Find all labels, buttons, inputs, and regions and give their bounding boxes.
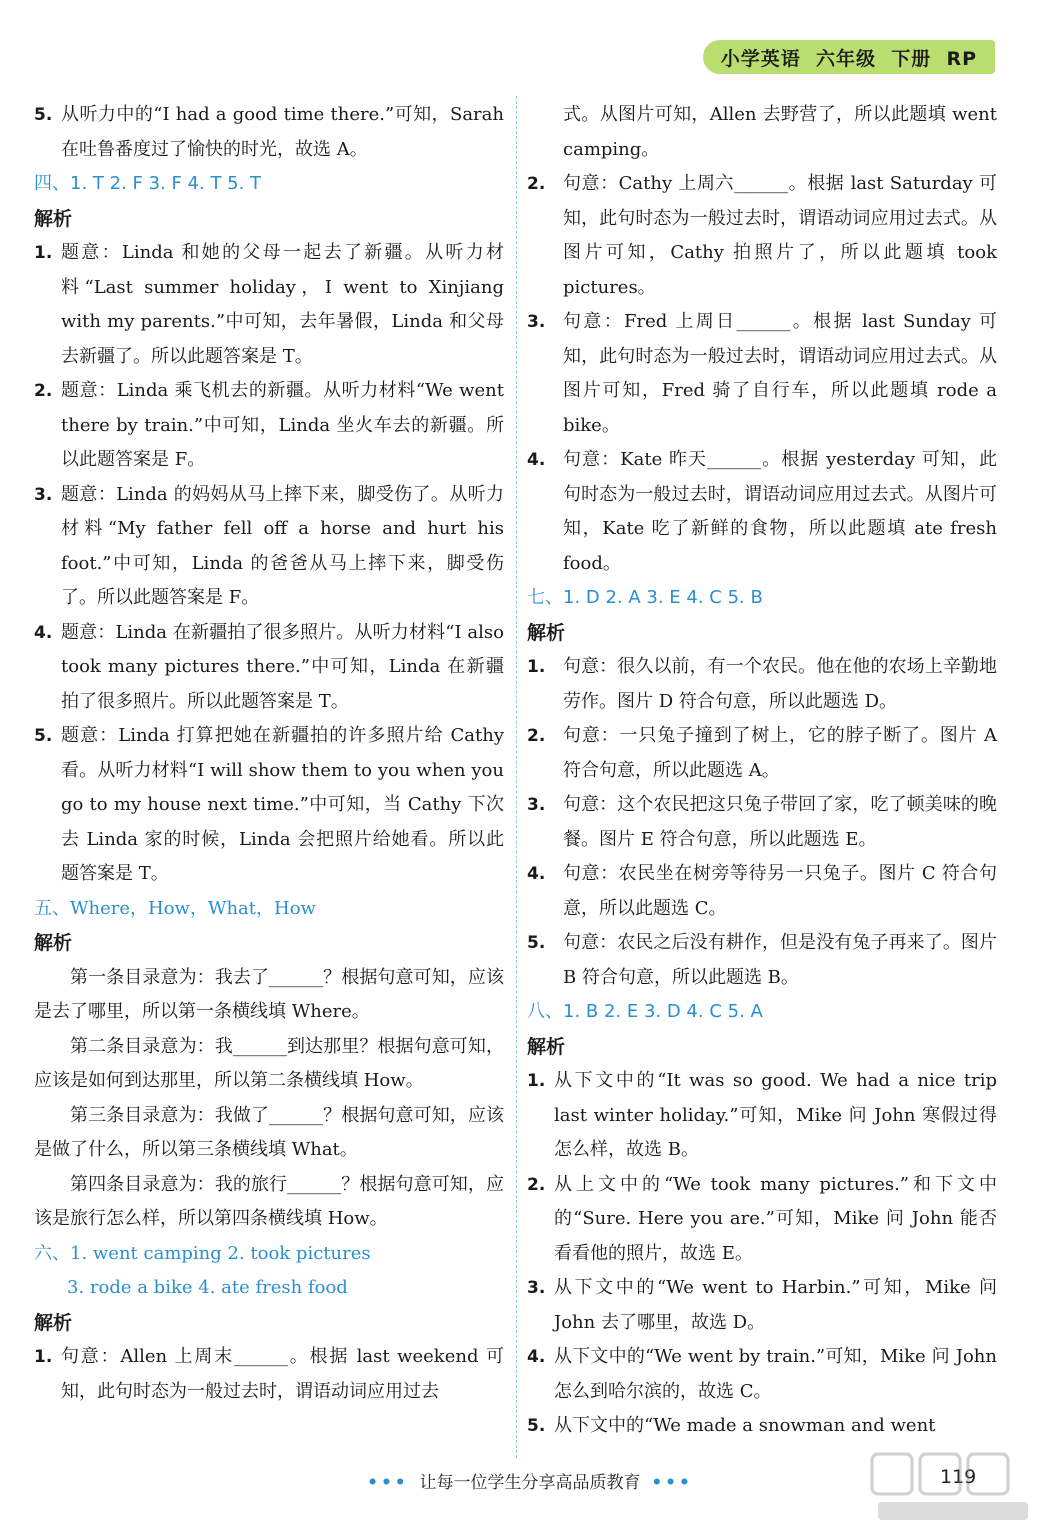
list-item [527, 788, 997, 857]
item-number: 5. [527, 933, 546, 953]
item-number: 1. [527, 657, 546, 677]
footer-dots-right: ••• [651, 1473, 693, 1493]
item-number: 5. [527, 1416, 546, 1436]
section-4-answers: 四、1. T 2. F 3. F 4. T 5. T [34, 173, 262, 194]
section-6-analysis-label: 解析 [34, 1311, 73, 1334]
section-6-answer-text: 1. went camping 2. took pictures [70, 1242, 371, 1264]
paragraph: 第一条目录意为：我去了______？根据句意可知，应该是去了哪里，所以第一条横线填 Where。 [34, 966, 504, 1022]
column-divider [516, 96, 517, 1458]
list-item [527, 857, 997, 926]
section-6-answers-line-1 [34, 1237, 504, 1272]
list-item [34, 1340, 504, 1409]
list-item [34, 98, 504, 167]
section-5-answers [34, 892, 504, 927]
item-number: 3. [34, 484, 53, 505]
item-number: 2. [527, 174, 546, 194]
item-number: 1. [527, 1071, 546, 1091]
right-column [527, 98, 997, 1444]
list-item [527, 1064, 997, 1168]
section-7-analysis-label: 解析 [527, 621, 566, 644]
item-text: 题意：Linda 打算把她在新疆拍的许多照片给 Cathy 看。从听力材料“I will show them to you when you go to my house next time.”中可知，当 Cathy 下次去 Linda 家的时候，Linda 会把照片给她看。所以此题答案是 T。 [61, 725, 504, 884]
item-number: 4. [527, 1347, 546, 1367]
item-text: 从下文中的“We went to Harbin.”可知，Mike 问 John 去了哪里，故选 D。 [554, 1277, 997, 1333]
item-number: 5. [34, 105, 53, 125]
section-6-prefix: 六、 [34, 1242, 70, 1264]
paragraph: 第二条目录意为：我______到达那里？根据句意可知，应该是如何到达那里，所以第二条横线填 How。 [34, 1035, 504, 1091]
item-text: 句意：这个农民把这只兔子带回了家，吃了顿美味的晚餐。图片 E 符合句意，所以此题选 E。 [563, 794, 997, 850]
list-item [527, 167, 997, 305]
list-item [34, 236, 504, 374]
item-text: 从上文中的“We took many pictures.”和下文中的“Sure. Here you are.”可知，Mike 问 John 能否看看他的照片，故选 E。 [554, 1173, 997, 1264]
watermark-logo [868, 1450, 1038, 1526]
item-text: 题意：Linda 乘飞机去的新疆。从听力材料“We went there by train.”中可知，Linda 坐火车去的新疆。所以此题答案是 F。 [61, 380, 504, 470]
page-number: 119 [940, 1466, 977, 1488]
list-item [34, 478, 504, 616]
left-column [34, 98, 504, 1409]
item-text: 题意：Linda 的妈妈从马上摔下来，脚受伤了。从听力材料“My father fell off a horse and hurt his foot.”中可知，Linda 的爸爸从马上摔下来，脚受伤了。所以此题答案是 F。 [61, 483, 504, 608]
section-8-analysis-label: 解析 [527, 1035, 566, 1058]
list-item [527, 1340, 997, 1409]
list-item [527, 1409, 997, 1444]
list-item [527, 650, 997, 719]
item-number: 4. [527, 450, 546, 470]
footer-dots-left: ••• [367, 1473, 409, 1493]
item-text: 从下文中的“It was so good. We had a nice trip last winter holiday.”可知，Mike 问 John 寒假过得怎么样，故选 B。 [554, 1070, 997, 1160]
list-item [34, 719, 504, 892]
list-item [34, 374, 504, 478]
section-5-answer-text: Where，How，What，How [70, 897, 316, 919]
item-text: 句意：农民之后没有耕作，但是没有兔子再来了。图片 B 符合句意，所以此题选 B。 [563, 932, 997, 988]
item-number: 4. [34, 622, 53, 643]
item-number: 2. [527, 726, 546, 746]
item-text: 从下文中的“We made a snowman and went [554, 1415, 936, 1436]
item-number: 5. [34, 726, 53, 746]
item-text: 从听力中的“I had a good time there.”可知，Sarah在吐鲁番度过了愉快的时光，故选 A。 [61, 104, 504, 160]
section-7-answers: 七、1. D 2. A 3. E 4. C 5. B [527, 587, 763, 608]
list-item [527, 926, 997, 995]
list-item [527, 443, 997, 581]
item-text: 句意：Allen 上周末______。根据 last weekend 可知，此句时态为一般过去时，谓语动词应用过去 [61, 1346, 504, 1402]
item-number: 3. [527, 1278, 546, 1298]
item-number: 1. [34, 243, 53, 263]
item-text: 句意：Kate 昨天______。根据 yesterday 可知，此句时态为一般过去时，谓语动词应用过去式。从图片可知，Kate 吃了新鲜的食物，所以此题填 ate fresh food。 [563, 449, 997, 574]
section-5-prefix: 五、 [34, 897, 70, 919]
paragraph: 第三条目录意为：我做了______？根据句意可知，应该是做了什么，所以第三条横线填 What。 [34, 1104, 504, 1160]
item-number: 4. [527, 864, 546, 884]
item-text: 从下文中的“We went by train.”可知，Mike 问 John 怎么到哈尔滨的，故选 C。 [554, 1346, 997, 1402]
footer-slogan-text: 让每一位学生分享高品质教育 [419, 1473, 641, 1493]
continued-text: 式。从图片可知，Allen 去野营了，所以此题填 went camping。 [563, 104, 997, 160]
section-5-analysis-label: 解析 [34, 932, 73, 954]
footer-slogan [310, 1468, 750, 1493]
item-text: 句意：Fred 上周日______。根据 last Sunday 可知，此句时态为一般过去时，谓语动词应用过去式。从图片可知，Fred 骑了自行车，所以此题填 rode a bike。 [563, 311, 997, 436]
item-text: 题意：Linda 在新疆拍了很多照片。从听力材料“I also took many pictures there.”中可知，Linda 在新疆拍了很多照片。所以此题答案是 T。 [61, 621, 504, 712]
list-item [527, 305, 997, 443]
item-text: 句意：农民坐在树旁等待另一只兔子。图片 C 符合句意，所以此题选 C。 [563, 863, 997, 919]
item-text: 句意：很久以前，有一个农民。他在他的农场上辛勤地劳作。图片 D 符合句意，所以此题选 D。 [563, 656, 997, 712]
section-6-answers-line-2: 3. rode a bike 4. ate fresh food [67, 1277, 348, 1298]
item-number: 3. [527, 795, 546, 815]
item-text: 句意：Cathy 上周六______。根据 last Saturday 可知，此句时态为一般过去时，谓语动词应用过去式。从图片可知，Cathy 拍照片了，所以此题填 took pictures。 [563, 173, 997, 298]
list-item [527, 719, 997, 788]
item-number: 2. [527, 1174, 546, 1195]
paragraph: 第四条目录意为：我的旅行______？根据句意可知，应该是旅行怎么样，所以第四条横线填 How。 [34, 1173, 504, 1229]
item-text: 句意：一只兔子撞到了树上，它的脖子断了。图片 A 符合句意，所以此题选 A。 [563, 725, 997, 781]
section-8-answers: 八、1. B 2. E 3. D 4. C 5. A [527, 1001, 763, 1022]
item-text: 题意：Linda 和她的父母一起去了新疆。从听力材料“Last summer holiday，I went to Xinjiang with my parents.”中可知，去年暑假，Linda 和父母去新疆了。所以此题答案是 T。 [61, 242, 504, 367]
section-4-analysis-label: 解析 [34, 207, 73, 230]
item-number: 2. [34, 381, 53, 401]
item-number: 1. [34, 1347, 53, 1367]
item-number: 3. [527, 312, 546, 332]
book-title-tag: 小学英语 六年级 下册 RP [703, 40, 995, 74]
list-item [34, 616, 504, 720]
list-item [527, 1271, 997, 1340]
list-item [527, 1168, 997, 1272]
